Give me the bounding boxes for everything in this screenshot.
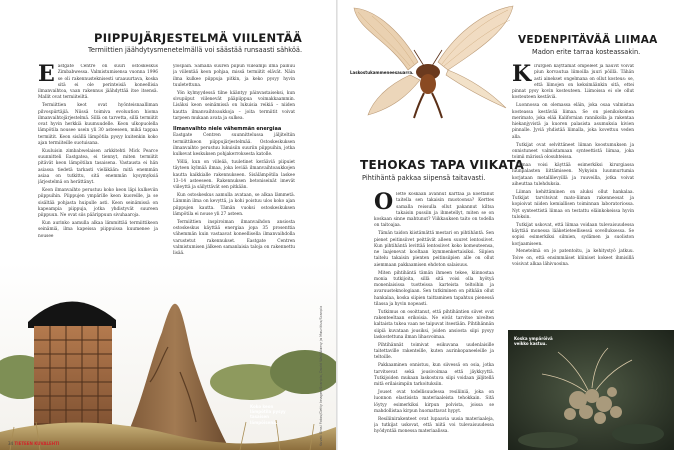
paragraph: Kun aurinko aamulla alkaa lämmittää termiittikeon seinämiä, ilma kapeissa piippuissa kuumenee ja nousee (38, 221, 158, 239)
glue-deck: Madon erite tarraa kosteassakin. (532, 48, 641, 56)
paragraph: Tämän taidon kiistämättä mestari on pihtihäntä. Sen pienet peitinsiivet peittävät alleen suuret lentosiivet. Kun pihtihäntä levittää lentosiivet koko komeuteensa, ne laajenevat kooltaan kymmenkertaisiksi. Siipien taitelu takaisin pienten peitinsiipien alle on ollut aiemmaan pakkaamisen ehdoton salaisuus. (374, 231, 494, 268)
paragraph: Pakkaaminen onnistuu, kun siivessä on osia, jotka tarvitsevat sekä jousivoimaa että jäykkyyttä. Tutkijoiden mukaan laskostuva siipi voidaan jäljitellä mitä erilaisimpiin tarkoituksiin. (374, 363, 494, 388)
left-headline: PIIPPUJÄRJESTELMÄ VIILENTÄÄ (94, 31, 303, 45)
left-drop-cap: E (38, 64, 55, 87)
photo-credit: Kuvat: Emsi Fotos/Getty Images/Scanpix, David Wall/Alamy ja Mauritius/Scanpix (319, 305, 323, 446)
earwig-headline: TEHOKAS TAPA VIIKATA (360, 158, 525, 172)
left-deck: Termiittien jäähdytysmenetelmällä voi säästää runsaasti sähköä. (88, 46, 303, 54)
paragraph: Resiliinirakenteet ovat lupaavia uusia materiaaleja, ja tutkijat uskovat, että niitä voi tulevaisuudessa hyödyntää monessa materiaalissa. (374, 416, 494, 435)
left-page (0, 0, 336, 450)
paragraph: Miten pihtihäntä tämän ihmeen tekee, kiinnostaa monia tutkijoita, sillä sitä voisi olla hyötyä monenlaisissa tuotteissa karteista teltoihin ja avaruusteknologiaan. Sen tutkiminen on pitkään ollut hankalaa, koska siipien taittaminen tapahtuu pienessä tilassa ja hyvin nopeasti. (374, 270, 494, 308)
insect-caption: Laskostukammeneesauarra. (350, 70, 414, 75)
paragraph: lette koskaan avannut karttaa ja koettanut taitella sen takaisin muotoonsa? Kerttes samalla reissulla ollut pakannut kiltsa takaisin pussiin ja ihmetellyt, miten se on koskaan sinne mahtunut? Viikkauksen taito on todella on taitoajaa. (374, 192, 494, 229)
paragraph: Liiman kehittäminen on aluksi ollut hankalaa. Tutkijat tarvitsivat mato-liiman rakenneosat ja kopioivat niiden kemiallisen toiminnan laboratoriossa. Nyt synteettistä liimaa on testattu eläinkokeissa hyvin tuloksin. (512, 189, 634, 220)
paragraph: Yön kylmyydessä tilne kääntyy päinvastaiseksi, kun sivupiiput viilenevät pääpiippua voimakkaammin. Lisäksi keon seinämissä on lukuisia reikiä – niiden kautta ilmanvaihtoaukkoja – joita termiitit voivat tarpeen mukaan avata ja sulkea. (173, 90, 295, 121)
paragraph: Jouset ovat todellisuudessa resiliiniä, joka on luonnon elastisista materiaaleista tehokkain. Sitä löytyy esimerkiksi kirpun polvista, joissa se mahdollistaa kirpun huomattavat hypyt. (374, 389, 494, 414)
mound-caption: Koko keon lämpötila pysyy tasaisen lämpöisenä. (250, 404, 286, 425)
paragraph: Tutkijat ovat selvittäneet liiman koostumuksen ja onnistuneet valmistamaan synteettistä liimaa, joka toimii märissä olosuhteissa. (512, 142, 634, 161)
page-number: 34 (8, 441, 14, 446)
earwig-photo (348, 0, 518, 120)
paragraph: ylöspäin. Samalla suuren piipun viileämpi ilma painuu ja viilentää keon pohjaa, missä termiitit elävät. Näin ilma kulkee piippuja pitkin, ja keko pysyy hyvin tuuletettuna. (173, 64, 295, 88)
paragraph: Luonnossa on olemassa eläin, joka osaa valmistaa kosteassa kestävää liimaa. Se on pienikokoinen merimato, joka elää Kalifornian rannikolla ja rakentaa hiekanjyvistä ja kuoren palasista asumuksia kivien pinnalle. Jyviä yhdistää liimalla, joka kovettuu veden alla. (512, 103, 634, 140)
left-subheading: Ilmanvaihto niele vähemmän energiaa (173, 126, 282, 133)
paragraph: Menetelmä on jo patentoitu, ja kehitystyö jatkuu. Toive on, että ensimmäiset kliiniset kokeet ihmisillä voisivat alkaa lähivuosina. (512, 249, 634, 267)
paragraph: Tutkijat uskovat, että liimaa voidaan tulevaisuudessa käyttää monessa lääketieteellisessä sovelluksessa. Se sopisi esimerkiksi silmien, sydämen ja suoliston korjaamiseen. (512, 222, 634, 247)
earwig-deck: Pihtihäntä pakkaa siipensä taitavasti. (362, 174, 486, 182)
left-column-1 (38, 64, 158, 272)
sandcastle-worm-photo (508, 330, 674, 450)
glue-headline: VEDENPITÄVÄÄ LIIMAA (518, 34, 658, 46)
worm-caption: Koska ympäröivä veikko kastuu. (514, 336, 553, 347)
paragraph: Pihtihännät toimivat esikuvana uudenlaisille taitettaville rakenteille, kuten aurinkopaneeleille ja teltoille. (374, 342, 494, 361)
paragraph: irurgien käyttämät ompeleet ja nauvit voivat piun korvautua liimoilla juuri pöillä. Tähän asti ainekset ongelmana on ollut kosteus: se, että liimojen on keksimäänkin sitä, ettei pinnat pysy kovin kosteuteen. Liimoissa ei ole ollut kosteuteen kestäviä. (512, 64, 634, 101)
right-page (338, 0, 674, 450)
glue-column (512, 64, 634, 322)
left-column-2 (173, 64, 295, 272)
paragraph: Eastgate Centren suunnittelussa jäljiteltiin termiittikeon piippujärjestelmää. Ostoskeskuksen ilmanvaihto perustuu lukuisiin suuriin piippuihin, jotka kulkevat keskuksen pohjakerroksesta katolle. (173, 133, 295, 158)
paragraph: Keon ilmanvaihto perustuu koko keon läpi kulkeviin piippuihin. Piippujen ympärille keon kuoreille, ja se sisältää pohjasta huipulle asti. Keon seinämissä on kapeampia piippuja, jotka yhdistyvät suureen piippuun. Ne ovat siis päärippuun sivuhaaroja. (38, 188, 158, 219)
paragraph: Termiittien inspiroiman ilmanvaihdon ansiosta ostoskeskus käyttää energiaa jopa 35 prosenttia vähemmän kuin vastaavat koneellisella ilmanvaihdolla varustetut rakennukset. Eastgate Centren valmistumisen jälkeen samanlaisia taloja on rakennettu lisää. (173, 219, 295, 257)
earwig-drop-cap: O (374, 192, 394, 215)
paragraph: Liimaa voisi käyttää esimerkiksi kirurgiassa luunpalasten liittämiseen. Nykyisin luunmurtumia korjataan metallilevyillä ja ruuveilla, jotka voivat aiheuttaa tulehduksia. (512, 162, 634, 187)
left-footer (8, 441, 59, 446)
paragraph: Tutkimus on osoittanut, että pihtihäntien siivet ovat rakenteeltaan erikoisia. Ne eivät tarvitse nivelten kaltaista tukea vaan ne taipuvat itsestään. Pihtihännän siipiä kuvataan jousiksi, joiden ansiosta siipi pysyy laskostettuna ilman lihasvoimaa. (374, 309, 494, 341)
glue-drop-cap: K (512, 64, 532, 87)
paragraph: Kuuluisin zimbabwelaisen arkkitehti Mick Pearce suunnitteli Eastgatea, ei tiennyt, miten termiitit pitävät keon lämpötilan tasaisena. Vastausta ei hän asiassa tiedetä tarkasti vieläkään: mitä enemmän asiaa on tutkittu, sitä enemmän kysymyksiä järjestelmä on herättänyt. (38, 148, 158, 186)
paragraph: Yöllä, kun on viileää, tuuletinet kerääviä piipuiet täyteen kylmää ilmaa, joka leviää ilmanvaihtoaukkojen kautta kaikkialle rakennukseen. Sisälämpötila laskee 13–14 asteeseen. Rakennuksen betoniseinät imevät viileyttä ja säilyttävät sen pitkään. (173, 160, 295, 191)
earwig-column (374, 192, 494, 442)
paragraph: Kun ostoskeskus aamulla avataan, se alkaa lämmetä. Lämmin ilma on kevyttä, ja kohi poistuu ulos koko ajan piippujen kautta. Tämän vuoksi ostoskeskuksen lämpötila ei nouse yli 27 asteen. (173, 193, 295, 218)
paragraph: Termiittien keot ovat hyönteisnaalliman pilvospiirtäjiä. Niissä toimiva evoluution hioma ilmanvaihtojärjestelmä. Sillä on tarvetta, sillä termiitit ovat hyvin herkkiä kuumuudelle. Keon ulkopuolella lämpötila nousee usein yli 30 asteeseen, mikä tappaa termiitit. Keon sisällä lämpötila pysyy kuitenkin koko ajan termiiteille suotuisana. (38, 103, 158, 147)
paragraph: astgate Centre on suuri ostoskeskus Zimbabwessa. Valmistumisensa vuonna 1996 se oli rakennusteknisesti uraauurtava, koska sitä ei ole perinteisiä koneellisia ilmanvaihtoa, vaan rakennus jäähdyttää itse itsensä. Mallit ovat termiiteiltä. (38, 64, 158, 101)
magazine-name: TIETEEN KUVALEHTI (14, 441, 60, 446)
